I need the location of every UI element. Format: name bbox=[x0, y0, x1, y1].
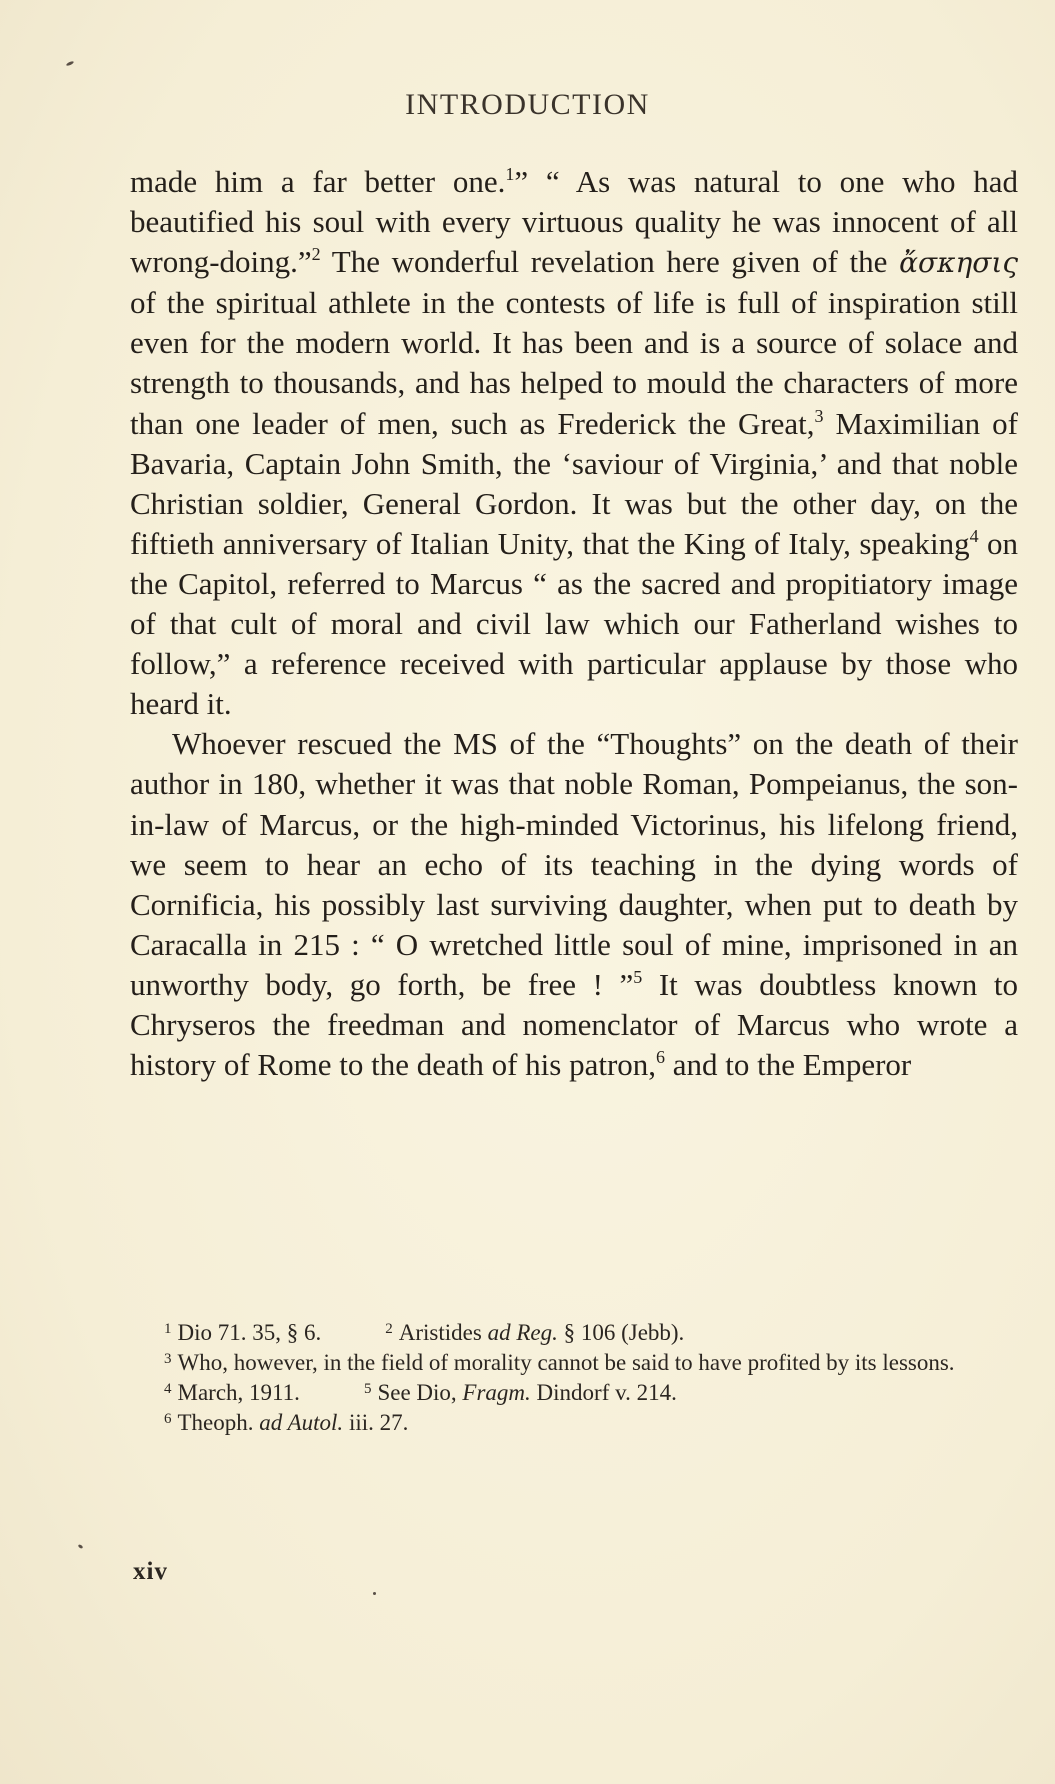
footnote-ref: 2 bbox=[311, 244, 321, 265]
footnote-row bbox=[130, 1318, 1018, 1348]
footnote-number: 4 bbox=[164, 1381, 172, 1397]
running-head: INTRODUCTION bbox=[405, 88, 650, 121]
ink-speck bbox=[66, 60, 75, 66]
footnotes bbox=[130, 1318, 1018, 1438]
footnote-number: 3 bbox=[164, 1351, 172, 1367]
footnote-text: Aristides bbox=[398, 1320, 488, 1345]
footnote-5 bbox=[364, 1378, 677, 1408]
footnote-6 bbox=[164, 1408, 408, 1438]
text-run: Whoever rescued the MS of the “Thoughts” on the death of their author in 180, whether it was that noble Roman, Pompeianus, the son-in-law of Marcus, or the high-minded Victorinus, his lifelong friend, we seem to hear an echo of its teaching in the dying words of Cornificia, his possibly last surviving daughter, when put to death by Caracalla in 215 : “ O wretched little soul of mine, imprisoned in an unworthy body, go forth, be free ! ” bbox=[130, 726, 1018, 1002]
footnote-4 bbox=[164, 1378, 300, 1408]
footnote-1 bbox=[164, 1318, 321, 1348]
footnote-ref: 4 bbox=[969, 525, 979, 546]
text-run: of the spiritual athlete in the contests of life is full of inspiration still even for the modern world. It has been and is a source of solace and strength to thousands, and has helped to mould the characters of more than one leader of men, such as Frederick the Great, bbox=[130, 285, 1018, 441]
text-run: The wonderful revelation here given of the bbox=[320, 244, 888, 280]
text-run: made him a far better one. bbox=[130, 164, 506, 199]
footnote-ref: 5 bbox=[633, 966, 643, 987]
footnote-3 bbox=[130, 1348, 1018, 1378]
paragraph-2 bbox=[130, 724, 1018, 1085]
footnote-italic: ad Reg. bbox=[487, 1320, 558, 1345]
paragraph-1 bbox=[130, 162, 1018, 724]
greek-word: ἄσκησις bbox=[899, 246, 1019, 280]
text-run: and to the Emperor bbox=[665, 1047, 912, 1083]
body-text bbox=[130, 162, 1018, 1085]
footnote-number: 2 bbox=[385, 1321, 393, 1337]
footnote-ref: 1 bbox=[505, 164, 515, 184]
footnote-text: iii. 27. bbox=[343, 1410, 409, 1435]
footnote-text: March, 1911. bbox=[177, 1380, 300, 1405]
footnote-row bbox=[130, 1378, 1018, 1408]
footnote-text: § 106 (Jebb). bbox=[557, 1320, 685, 1345]
footnote-number: 5 bbox=[363, 1381, 372, 1397]
footnote-text: Who, however, in the field of morality cannot be said to have profited by its lessons. bbox=[177, 1350, 955, 1375]
ink-speck bbox=[373, 1592, 376, 1595]
ink-speck bbox=[78, 1544, 84, 1549]
footnote-number: 6 bbox=[164, 1411, 172, 1427]
footnote-row bbox=[130, 1408, 1018, 1438]
footnote-text: Dindorf v. 214. bbox=[530, 1380, 677, 1405]
text-run: Maximilian of Bavaria, Captain John Smith, the ‘saviour of Virginia,’ and that noble Christian soldier, General Gordon. It was but the other day, on the fiftieth anniversary of Italian Unity, that the King of Italy, speaking bbox=[130, 405, 1018, 561]
footnote-number: 1 bbox=[164, 1321, 172, 1337]
footnote-italic: ad Autol. bbox=[259, 1410, 344, 1435]
footnote-text: Theoph. bbox=[177, 1410, 260, 1435]
footnote-text: Dio 71. 35, § 6. bbox=[177, 1320, 322, 1345]
footnote-ref: 3 bbox=[814, 405, 824, 426]
text-run: ” “ As was natural to one who had beautified his soul with every virtuous quality he was innocent of all wrong-doing.” bbox=[130, 164, 1018, 280]
footnote-text: See Dio, bbox=[377, 1380, 463, 1405]
footnote-2 bbox=[385, 1318, 684, 1348]
text-run: on the Capitol, referred to Marcus “ as the sacred and propitiatory image of that cult of moral and civil law which our Fatherland wishes to follow,” a reference received with particular applause by those who heard it. bbox=[130, 525, 1019, 722]
text-run: It was doubtless known to Chryseros the freedman and nomenclator of Marcus who wrote a history of Rome to the death of his patron, bbox=[130, 966, 1019, 1083]
footnote-ref: 6 bbox=[656, 1047, 666, 1068]
page-number: xiv bbox=[133, 1558, 168, 1585]
footnote-italic: Fragm. bbox=[462, 1380, 531, 1405]
